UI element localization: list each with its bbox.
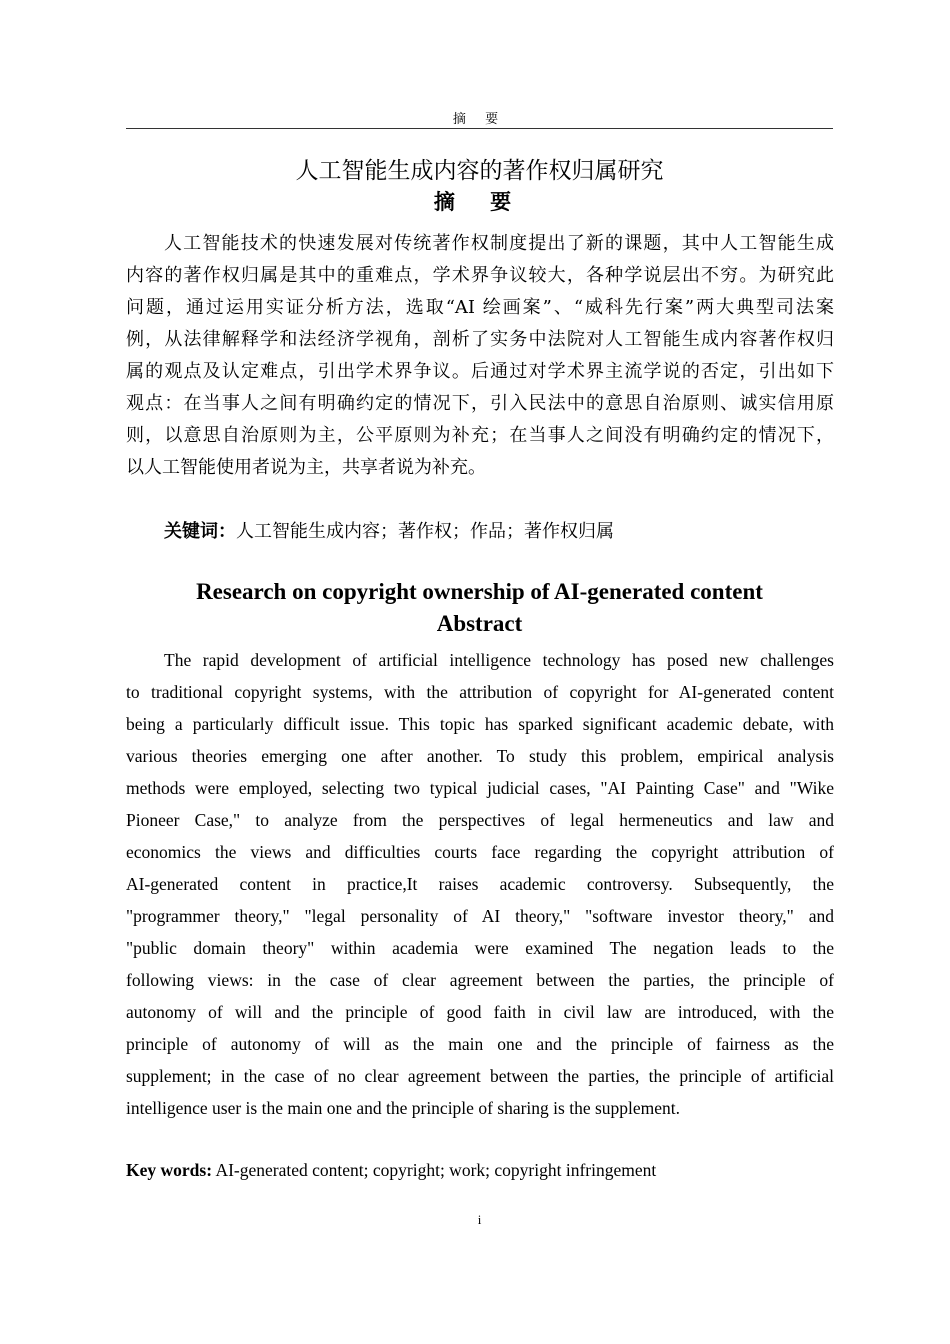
chinese-keywords [164,517,614,543]
chinese-keywords-text: 人工智能生成内容；著作权；作品；著作权归属 [236,521,614,542]
text-line: 属的观点及认定难点，引出学术界争议。后通过对学术界主流学说的否定，引出如下 [126,361,834,382]
chinese-abstract-body [126,228,834,484]
text-line: being a particularly difficult issue. This topic has sparked significant academic debate, with [126,714,834,734]
text-line: autonomy of will and the principle of good faith in civil law are introduced, with the [126,1002,834,1022]
text-line: supplement; in the case of no clear agreement between the parties, the principle of artificial [126,1066,834,1086]
header-rule [126,128,833,129]
chinese-title: 人工智能生成内容的著作权归属研究 [295,158,664,184]
running-header: 摘 要 [452,111,507,126]
chinese-abstract-heading: 摘 要 [433,190,526,214]
text-line: 以人工智能使用者说为主，共享者说为补充。 [126,457,486,478]
text-line: 问题，通过运用实证分析方法，选取“AI 绘画案”、“威科先行案”两大典型司法案 [126,297,834,318]
text-line: 例，从法律解释学和法经济学视角，剖析了实务中法院对人工智能生成内容著作权归 [126,329,834,350]
text-line: 人工智能技术的快速发展对传统著作权制度提出了新的课题，其中人工智能生成 [164,233,834,254]
english-abstract-body [126,644,834,1124]
english-title: Research on copyright ownership of AI-generated content [196,579,763,604]
text-line: economics the views and difficulties courts face regarding the copyright attribution of [126,842,834,862]
text-line: methods were employed, selecting two typical judicial cases, "AI Painting Case" and "Wike [126,778,834,798]
chinese-keywords-label: 关键词： [164,521,236,542]
text-line: 则，以意思自治原则为主，公平原则为补充；在当事人之间没有明确约定的情况下， [126,425,834,446]
text-line: various theories emerging one after another. To study this problem, empirical analysis [126,746,834,766]
text-line: to traditional copyright systems, with the attribution of copyright for AI-generated content [126,682,834,702]
text-line: 观点：在当事人之间有明确约定的情况下，引入民法中的意思自治原则、诚实信用原 [126,393,834,414]
text-line: "public domain theory" within academia were examined The negation leads to the [126,938,834,958]
text-line: 内容的著作权归属是其中的重难点，学术界争议较大，各种学说层出不穷。为研究此 [126,265,834,286]
english-abstract-heading: Abstract [436,611,523,636]
page-number: i [477,1212,482,1227]
text-line: following views: in the case of clear agreement between the parties, the principle of [126,970,834,990]
text-line: The rapid development of artificial intelligence technology has posed new challenges [164,650,834,670]
text-line: Pioneer Case," to analyze from the perspectives of legal hermeneutics and law and [126,810,834,830]
text-line: "programmer theory," "legal personality of AI theory," "software investor theory," and [126,906,834,926]
text-line: AI-generated content in practice,It raises academic controversy. Subsequently, the [126,874,834,894]
text-line: principle of autonomy of will as the main one and the principle of fairness as the [126,1034,834,1054]
english-keywords-text: AI-generated content; copyright; work; copyright infringement [215,1160,657,1180]
english-keywords-label: Key words: [126,1160,213,1180]
text-line: intelligence user is the main one and the principle of sharing is the supplement. [126,1098,681,1118]
english-keywords [126,1160,656,1181]
